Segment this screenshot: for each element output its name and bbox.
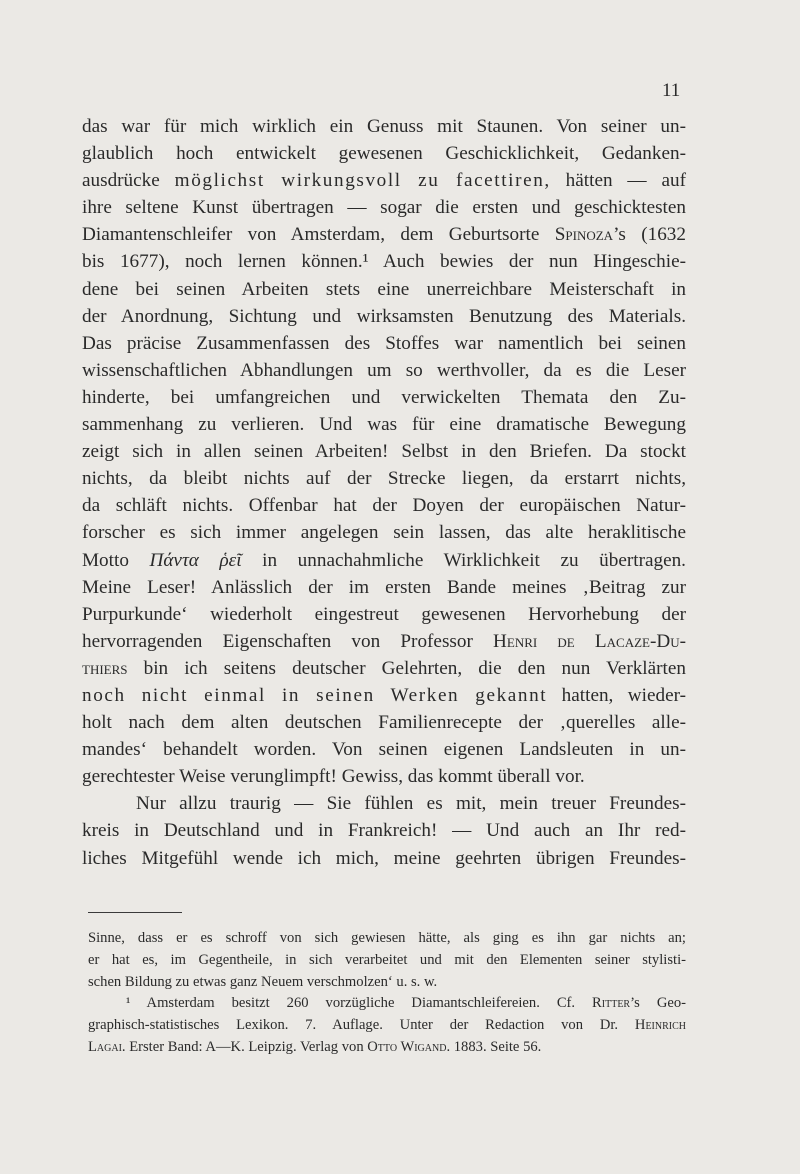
text-run: möglichst wirkungsvoll zu facettiren, xyxy=(174,170,551,192)
text-run: glaublich hoch entwickelt gewesenen Geschicklichkeit, Gedanken- xyxy=(82,143,686,165)
page-number: 11 xyxy=(662,80,681,101)
text-run: er hat es, im Gegentheile, in sich verarbeitet und mit den Elementen seiner stylisti- xyxy=(88,951,686,968)
text-run: ausdrücke xyxy=(82,170,175,192)
text-line xyxy=(82,357,686,384)
text-run: ¹ Amsterdam besitzt 260 vorzügliche Diamantschleifereien. Cf. xyxy=(126,995,593,1012)
footnote-line xyxy=(88,1037,686,1059)
text-run: zeigt sich in allen seinen Arbeiten! Selbst in den Briefen. Da stockt xyxy=(82,441,686,463)
text-line xyxy=(82,276,686,303)
body-text xyxy=(82,113,686,872)
text-run: bin ich seitens deutscher Gelehrten, die den nun Verklärten xyxy=(127,657,686,679)
text-run: da schläft nichts. Offenbar hat der Doyen der europäischen Natur- xyxy=(82,495,686,517)
text-line xyxy=(82,167,686,194)
text-run: ihre seltene Kunst übertragen — sogar die ersten und geschicktesten xyxy=(82,197,686,219)
text-run: . Erster Band: A—K. Leipzig. Verlag von xyxy=(121,1038,368,1055)
text-run: Otto Wigand xyxy=(367,1038,447,1055)
text-run: mandes‘ behandelt worden. Von seinen eigenen Landsleuten in un- xyxy=(82,739,686,761)
text-run: Heinrich xyxy=(634,1017,686,1034)
text-run: hätten — auf xyxy=(550,170,686,192)
text-line xyxy=(82,140,686,167)
text-run: hervorragenden Eigenschaften von Professor xyxy=(82,630,494,652)
text-run: das war für mich wirklich ein Genuss mit Staunen. Von seiner un- xyxy=(82,116,686,137)
text-run: hinderte, bei umfangreichen und verwickelten Themata den Zu- xyxy=(82,386,686,408)
text-run: Meine Leser! Anlässlich der im ersten Bande meines ‚Beitrag zur xyxy=(82,576,686,598)
text-line xyxy=(82,682,686,709)
text-run: Diamantenschleifer von Amsterdam, dem Geburtsorte xyxy=(82,224,555,246)
footnote-line xyxy=(88,993,686,1015)
footnote-rule xyxy=(88,912,182,913)
text-run: Das präcise Zusammenfassen des Stoffes war namentlich bei seinen xyxy=(82,332,686,354)
text-line xyxy=(82,763,686,790)
text-line xyxy=(82,330,686,357)
text-line xyxy=(82,465,686,492)
text-line xyxy=(82,248,686,275)
text-line xyxy=(82,655,686,682)
text-run: graphisch-statistisches Lexikon. 7. Auflage. Unter der Redaction von Dr. xyxy=(88,1017,635,1034)
text-line xyxy=(82,194,686,221)
text-run: Motto xyxy=(82,549,150,571)
text-run: ’s (1632 xyxy=(613,224,686,246)
text-run: nichts, da bleibt nichts auf der Strecke liegen, da erstarrt nichts, xyxy=(82,468,686,490)
text-run: sammenhang zu verlieren. Und was für eine dramatische Bewegung xyxy=(82,414,686,436)
text-line xyxy=(82,384,686,411)
text-run: gerechtester Weise verunglimpft! Gewiss, das kommt überall vor. xyxy=(82,766,585,788)
text-run: Spinoza xyxy=(554,224,614,246)
text-line xyxy=(82,438,686,465)
text-line xyxy=(82,303,686,330)
footnote-line xyxy=(88,1015,686,1037)
text-run: thiers xyxy=(82,657,128,679)
text-line xyxy=(82,411,686,438)
footnote-line xyxy=(88,950,686,972)
text-run: liches Mitgefühl wende ich mich, meine geehrten übrigen Freundes- xyxy=(82,847,686,869)
text-run: Nur allzu traurig — Sie fühlen es mit, mein treuer Freundes- xyxy=(136,793,686,815)
text-run: ’s Geo- xyxy=(630,995,686,1012)
text-line xyxy=(82,221,686,248)
text-run: Henri de Lacaze-Du- xyxy=(493,630,686,652)
text-run: . 1883. Seite 56. xyxy=(446,1038,542,1055)
text-run: bis 1677), noch lernen können.¹ Auch bewies der nun Hingeschie- xyxy=(82,251,686,273)
footnote-line xyxy=(88,928,686,950)
text-line xyxy=(82,492,686,519)
text-line xyxy=(82,628,686,655)
footnote-line xyxy=(88,972,686,994)
text-run: in unnachahmliche Wirklichkeit zu übertragen. xyxy=(241,549,686,571)
text-line xyxy=(82,845,686,872)
text-run: Πάντα ῥεῖ xyxy=(149,549,242,571)
text-line xyxy=(82,574,686,601)
text-run: der Anordnung, Sichtung und wirksamsten Benutzung des Materials. xyxy=(82,305,686,327)
text-run: Ritter xyxy=(592,995,631,1012)
text-line xyxy=(82,519,686,546)
text-run: wissenschaftlichen Abhandlungen um so werthvoller, da es die Leser xyxy=(82,359,686,381)
text-line xyxy=(82,790,686,817)
footnotes xyxy=(88,928,686,1059)
text-run: dene bei seinen Arbeiten stets eine unerreichbare Meisterschaft in xyxy=(82,278,686,300)
text-run: forscher es sich immer angelegen sein lassen, das alte heraklitische xyxy=(82,522,686,544)
text-run: hatten, wieder- xyxy=(547,684,687,706)
text-run: Purpurkunde‘ wiederholt eingestreut gewesenen Hervorhebung der xyxy=(82,603,686,625)
text-run: schen Bildung zu etwas ganz Neuem verschmolzen‘ u. s. w. xyxy=(88,973,438,990)
text-run: Sinne, dass er es schroff von sich gewiesen hätte, als ging es ihn gar nichts an; xyxy=(88,930,686,946)
text-line xyxy=(82,817,686,844)
text-line xyxy=(82,736,686,763)
text-run: noch nicht einmal in seinen Werken gekannt xyxy=(82,684,548,706)
text-run: Lagai xyxy=(88,1038,122,1055)
text-line xyxy=(82,547,686,574)
text-line xyxy=(82,601,686,628)
text-run: holt nach dem alten deutschen Familienrecepte der ‚querelles alle- xyxy=(82,712,686,734)
text-line xyxy=(82,709,686,736)
text-line xyxy=(82,113,686,140)
text-run: kreis in Deutschland und in Frankreich! — Und auch an Ihr red- xyxy=(82,820,686,842)
